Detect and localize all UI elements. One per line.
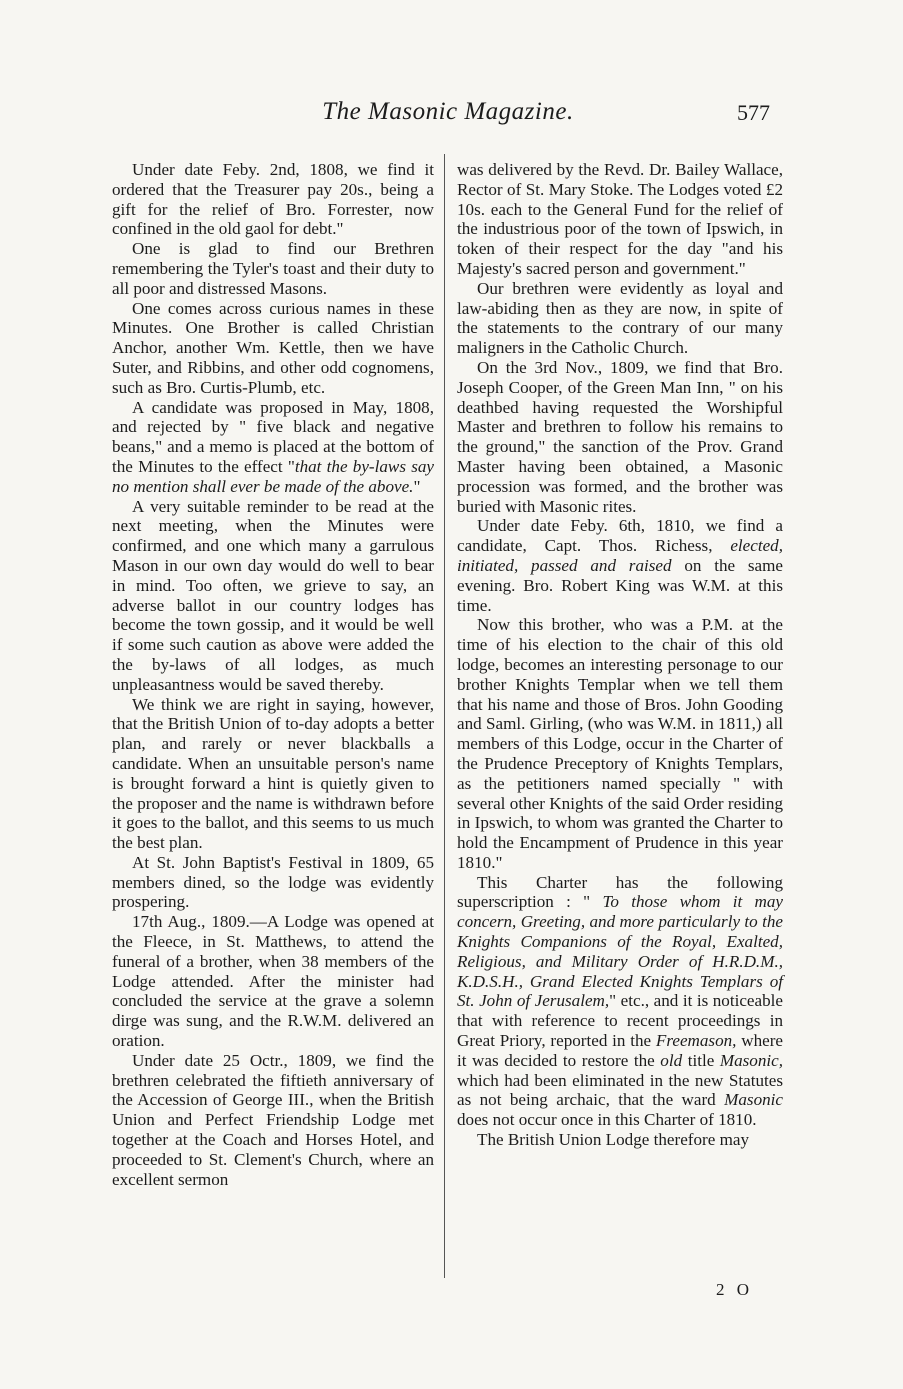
paragraph: At St. John Baptist's Festival in 1809, 65 members dined, so the lodge was evidently prospering.	[112, 852, 434, 912]
column-rule	[444, 154, 445, 1278]
running-header	[112, 98, 784, 132]
paragraph: 17th Aug., 1809.—A Lodge was opened at the Fleece, in St. Matthews, to attend the funeral of a brother, when 38 members of the Lodge attended. After the minister had concluded the service at the grave a solemn dirge was sung, and the R.W.M. delivered an oration.	[112, 912, 434, 1051]
signature-mark: 2 O	[716, 1280, 754, 1299]
paragraph: Under date 25 Octr., 1809, we find the brethren celebrated the fiftieth anniversary of the Accession of George III., when the British Union and Perfect Friendship Lodge met together at the Coach and Horses Hotel, and proceeded to St. Clement's Church, where an excellent sermon	[112, 1050, 434, 1189]
paragraph: Under date Feby. 6th, 1810, we find a candidate, Capt. Thos. Richess, elected, initiated, passed and raised on the same evening. Bro. Robert King was W.M. at this time.	[457, 516, 783, 615]
paragraph: This Charter has the following superscription : " To those whom it may concern, Greeting, and more particularly to the Knights Companions of the Royal, Exalted, Religious, and Military Order of H.R.D.M., K.D.S.H., Grand Elected Knights Templars of St. John of Jerusalem," etc., and it is noticeable that with reference to recent proceedings in Great Priory, reported in the Freemason, where it was decided to restore the old title Masonic, which had been eliminated in the new Statutes as not being archaic, that the ward Masonic does not occur once in this Charter of 1810.	[457, 872, 784, 1130]
paragraph: Now this brother, who was a P.M. at the time of his election to the chair of this old lodge, becomes an interesting personage to our brother Knights Templar when we tell them that his name and those of Bros. John Gooding and Saml. Girling, (who was W.M. in 1811,) all members of this Lodge, occur in the Charter of the Prudence Preceptory of Knights Templars, as the petitioners named specially " with several other Knights of the said Order residing in Ipswich, to whom was granted the Charter to hold the Encampment of Prudence in this year 1810."	[457, 615, 783, 872]
magazine-title: The Masonic Magazine.	[322, 98, 574, 125]
paragraph: Under date Feby. 2nd, 1808, we find it ordered that the Treasurer pay 20s., being a gift for the relief of Bro. Forrester, now confined in the old gaol for debt."	[112, 160, 434, 239]
paragraph: One comes across curious names in these Minutes. One Brother is called Christian Anchor, another Wm. Kettle, then we have Suter, and Ribbins, and other odd cognomens, such as Bro. Curtis-Plumb, etc.	[112, 298, 434, 397]
paragraph: On the 3rd Nov., 1809, we find that Bro. Joseph Cooper, of the Green Man Inn, " on his deathbed having requested the Worshipful Master and brethren to follow his remains to the ground," the sanction of the Prov. Grand Master having been obtained, a Masonic procession was formed, and the brother was buried with Masonic rites.	[457, 357, 783, 516]
paragraph: One is glad to find our Brethren remembering the Tyler's toast and their duty to all poor and distressed Masons.	[112, 239, 434, 298]
page-number: 577	[737, 100, 770, 125]
paragraph: We think we are right in saying, however, that the British Union of to-day adopts a better plan, and rarely or never blackballs a candidate. When an unsuitable person's name is brought forward a hint is quietly given to the proposer and the name is withdrawn before it goes to the ballot, and this seems to us much the best plan.	[112, 694, 434, 853]
paragraph: The British Union Lodge therefore may	[477, 1130, 749, 1150]
paragraph: A candidate was proposed in May, 1808, and rejected by " five black and negative beans," and a memo is placed at the bottom of the Minutes to the effect "that the by-laws say no mention shall ever be made of the above."	[112, 397, 434, 496]
paragraph: A very suitable reminder to be read at the next meeting, when the Minutes were confirmed, and one which many a garrulous Mason in our own day would do well to bear in mind. Too often, we grieve to say, an adverse ballot in our country lodges has become the town gossip, and it would be well if some such caution as above were added the the by-laws of all lodges, as much unpleasantness would be saved thereby.	[112, 496, 434, 694]
left-column	[112, 160, 434, 1189]
right-column	[457, 160, 783, 1150]
paragraph: was delivered by the Revd. Dr. Bailey Wallace, Rector of St. Mary Stoke. The Lodges voted £2 10s. each to the General Fund for the relief of the industrious poor of the town of Ipswich, in token of their respect for the day "and his Majesty's sacred person and government."	[457, 160, 783, 278]
paragraph: Our brethren were evidently as loyal and law-abiding then as they are now, in spite of the statements to the contrary of our many maligners in the Catholic Church.	[457, 278, 783, 358]
